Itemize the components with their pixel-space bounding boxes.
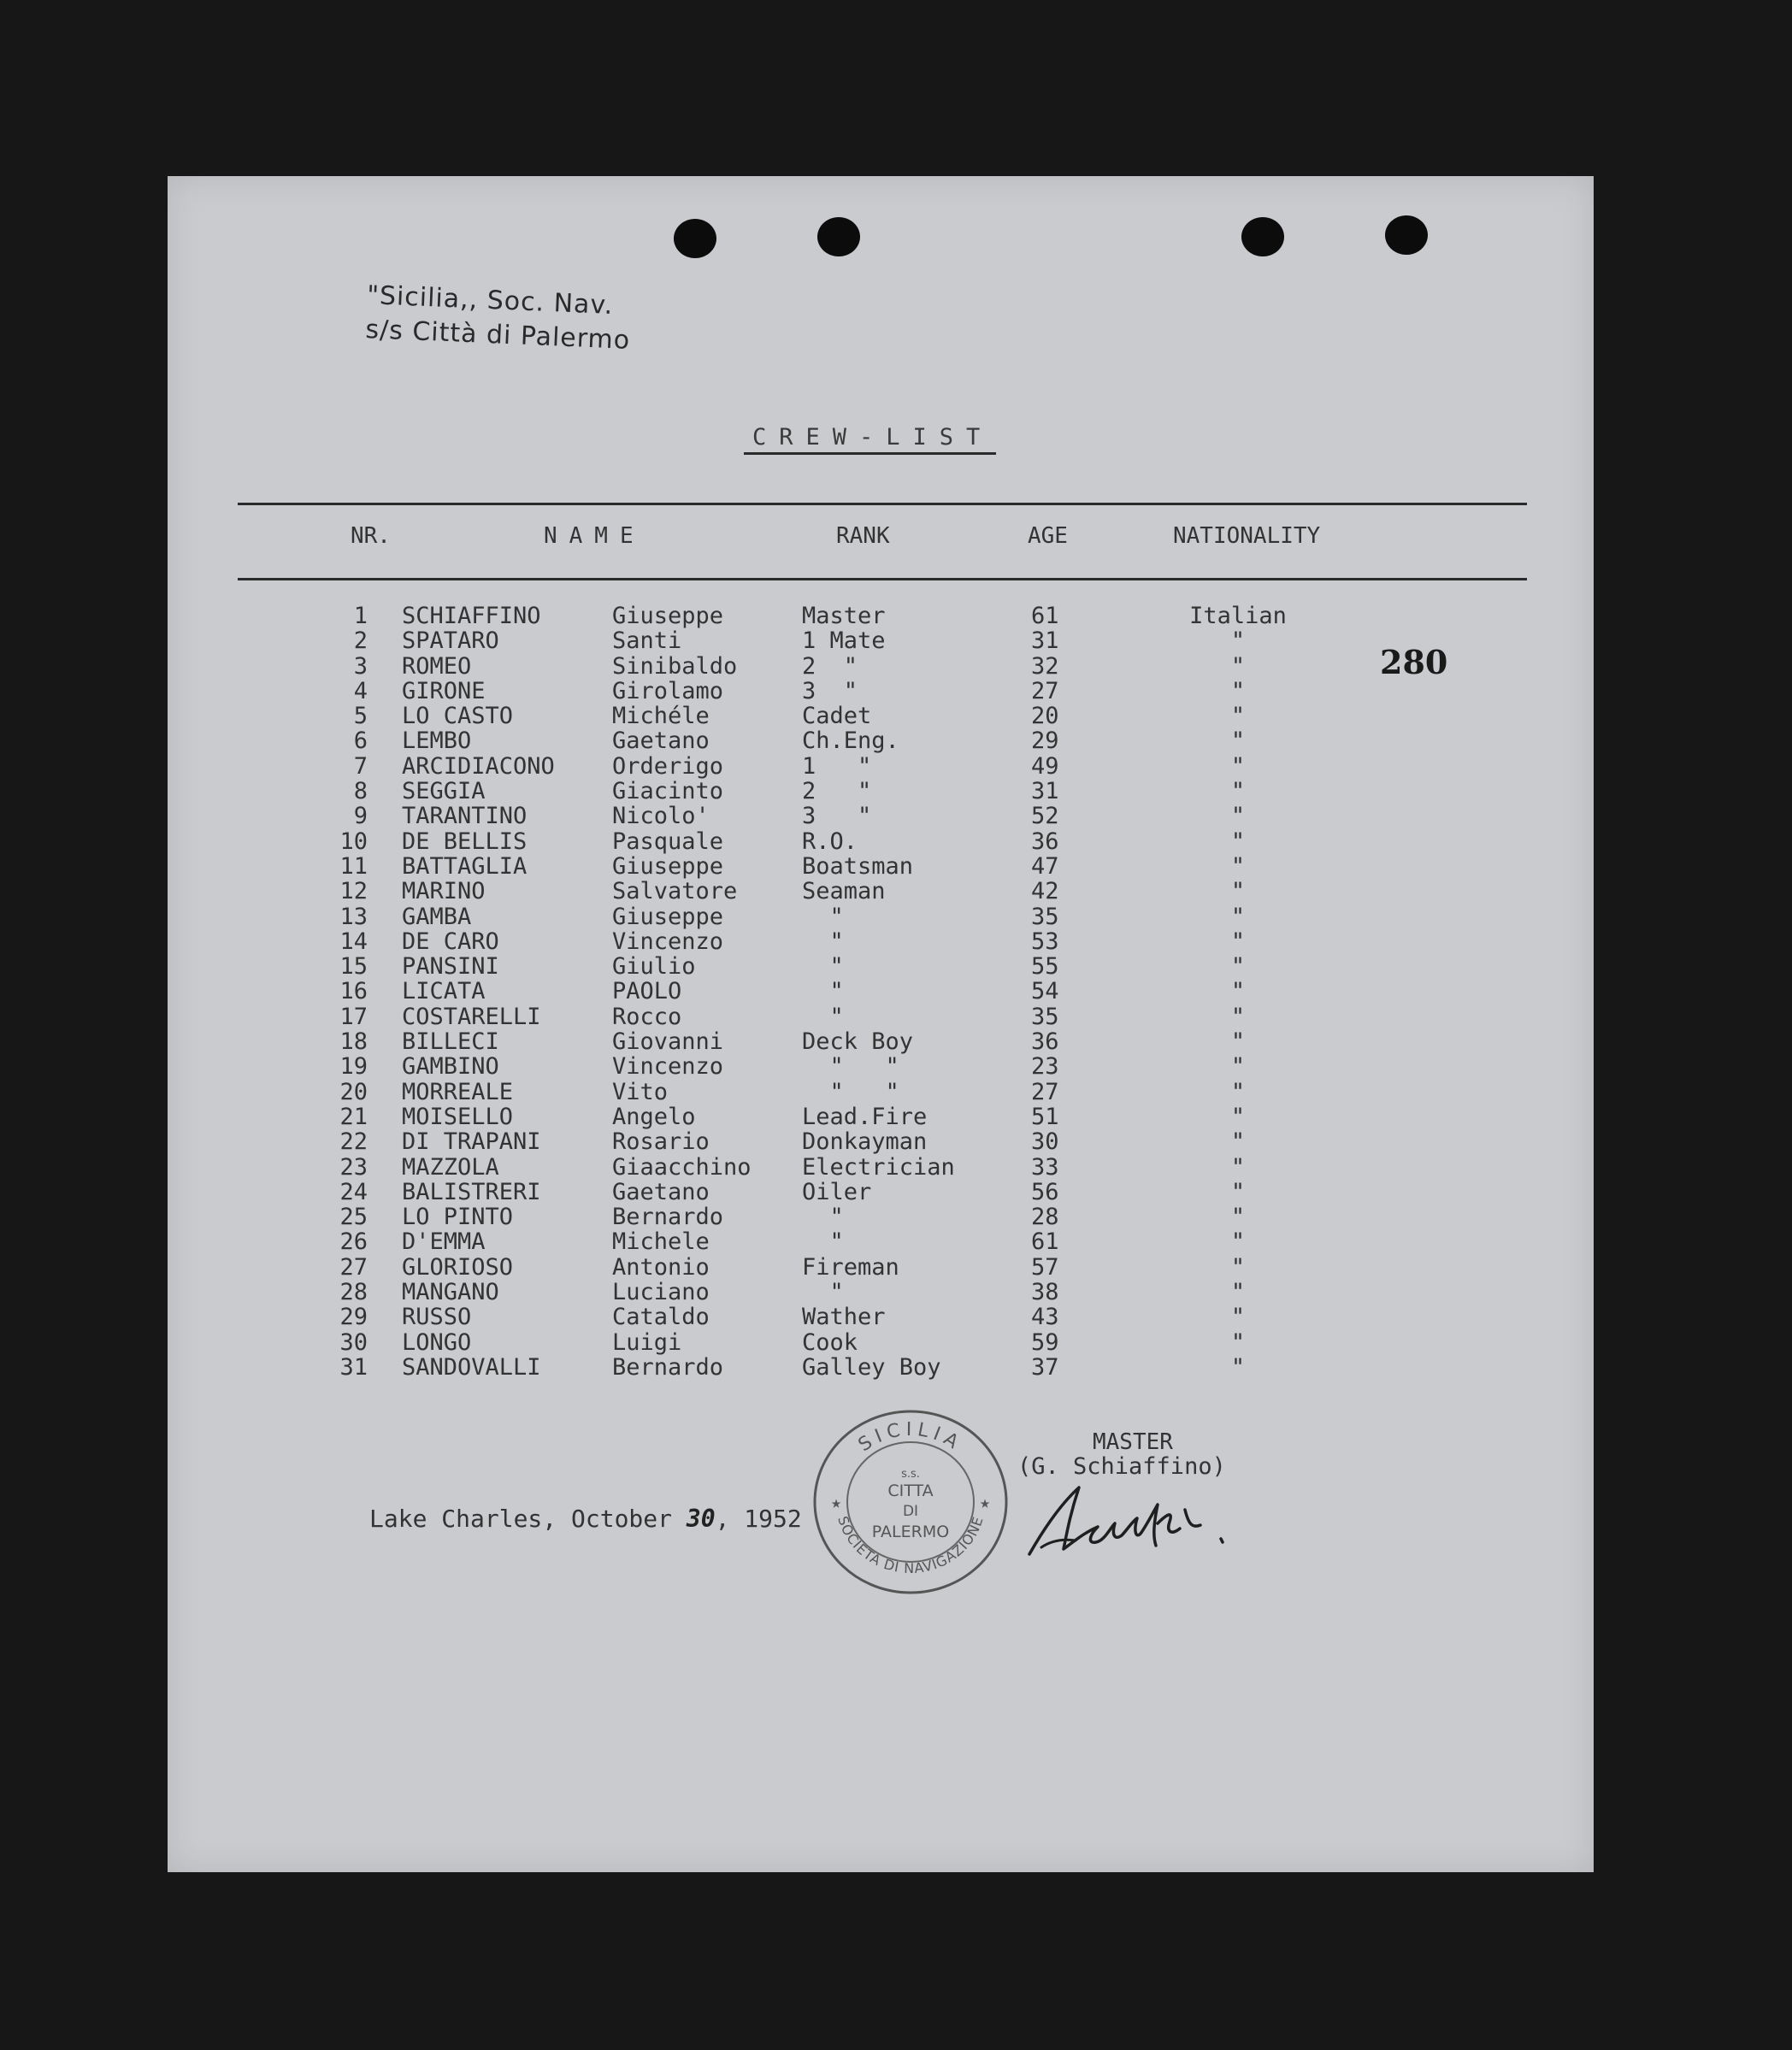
crew-nationality: " <box>1230 1078 1246 1105</box>
crew-given-name: Luigi <box>612 1328 682 1356</box>
crew-given-name: Giovanni <box>612 1028 724 1056</box>
crew-nr: 12 <box>339 878 368 905</box>
crew-surname: TARANTINO <box>402 803 528 830</box>
master-label: MASTER <box>1093 1429 1173 1455</box>
crew-nationality: " <box>1230 703 1246 730</box>
crew-nr: 1 <box>353 603 368 629</box>
crew-nationality: " <box>1230 1328 1246 1356</box>
crew-age: 29 <box>1031 728 1059 755</box>
crew-age: 52 <box>1031 803 1059 830</box>
column-header-name: NAME <box>544 523 645 549</box>
crew-surname: BALISTRERI <box>402 1178 541 1205</box>
crew-nr: 29 <box>339 1304 368 1331</box>
crew-rank: Boatsman <box>802 852 914 880</box>
crew-row <box>333 728 1359 753</box>
crew-row <box>333 1155 1359 1180</box>
crew-nationality: " <box>1230 1178 1246 1205</box>
document-title: CREW-LIST <box>744 424 996 455</box>
crew-row <box>333 1080 1359 1105</box>
crew-age: 33 <box>1031 1153 1059 1181</box>
header-rule-bottom <box>238 578 1527 580</box>
crew-given-name: Santi <box>612 627 682 655</box>
crew-nr: 19 <box>339 1053 368 1081</box>
crew-surname: SANDOVALLI <box>402 1353 541 1381</box>
crew-nr: 9 <box>353 803 368 830</box>
crew-row <box>333 1105 1359 1129</box>
crew-rank: " <box>802 903 844 930</box>
crew-rank: 2 " <box>802 778 872 805</box>
crew-surname: LO CASTO <box>402 703 514 730</box>
crew-nationality: " <box>1230 953 1246 981</box>
crew-surname: RUSSO <box>402 1304 472 1331</box>
column-header-age: AGE <box>1028 523 1068 549</box>
crew-surname: GAMBINO <box>402 1053 499 1081</box>
svg-text:★: ★ <box>830 1492 842 1512</box>
crew-given-name: Vincenzo <box>612 1053 724 1081</box>
crew-given-name: Luciano <box>612 1279 710 1306</box>
crew-row <box>333 604 1359 628</box>
crew-nr: 17 <box>339 1003 368 1030</box>
crew-given-name: Michele <box>612 1228 710 1256</box>
crew-age: 55 <box>1031 953 1059 981</box>
crew-nationality: " <box>1230 1353 1246 1381</box>
crew-given-name: Giuseppe <box>612 603 724 629</box>
crew-rank: " <box>802 928 844 955</box>
place-date-prefix: Lake Charles, October <box>369 1505 687 1533</box>
crew-row <box>333 1330 1359 1355</box>
crew-nr: 27 <box>339 1253 368 1281</box>
crew-nationality: " <box>1230 1304 1246 1331</box>
crew-age: 57 <box>1031 1253 1059 1281</box>
crew-row <box>333 1205 1359 1229</box>
crew-nr: 21 <box>339 1103 368 1130</box>
crew-rank: Ch.Eng. <box>802 728 899 755</box>
crew-row <box>333 1280 1359 1305</box>
crew-given-name: Vito <box>612 1078 669 1105</box>
crew-given-name: Antonio <box>612 1253 710 1281</box>
crew-nationality: " <box>1230 1228 1246 1256</box>
crew-nationality: " <box>1230 778 1246 805</box>
crew-rank: " <box>802 978 844 1005</box>
crew-rank: 1 " <box>802 752 872 780</box>
crew-row <box>333 754 1359 779</box>
punch-hole <box>674 219 716 258</box>
crew-given-name: Rocco <box>612 1003 682 1030</box>
crew-row <box>333 1004 1359 1029</box>
crew-row <box>333 1180 1359 1205</box>
crew-row <box>333 628 1359 653</box>
crew-rank: " " <box>802 1078 899 1105</box>
stamp-di: DI <box>902 1503 919 1520</box>
crew-surname: DE CARO <box>402 928 499 955</box>
crew-age: 20 <box>1031 703 1059 730</box>
crew-nationality: " <box>1230 1153 1246 1181</box>
crew-rank: " <box>802 1279 844 1306</box>
crew-row <box>333 704 1359 728</box>
crew-nr: 15 <box>339 953 368 981</box>
crew-nr: 11 <box>339 852 368 880</box>
crew-row <box>333 779 1359 804</box>
crew-given-name: Gaetano <box>612 1178 710 1205</box>
ship-seal-stamp <box>811 1407 1011 1597</box>
crew-rank: Seaman <box>802 878 886 905</box>
crew-age: 30 <box>1031 1128 1059 1156</box>
place-and-date <box>369 1505 802 1533</box>
crew-nr: 24 <box>339 1178 368 1205</box>
crew-age: 61 <box>1031 603 1059 629</box>
crew-nr: 26 <box>339 1228 368 1256</box>
crew-nr: 22 <box>339 1128 368 1156</box>
crew-nr: 6 <box>353 728 368 755</box>
crew-rank: 1 Mate <box>802 627 886 655</box>
crew-surname: DI TRAPANI <box>402 1128 541 1156</box>
crew-age: 28 <box>1031 1204 1059 1231</box>
crew-surname: SPATARO <box>402 627 499 655</box>
stamp-citta: CITTA <box>887 1482 934 1500</box>
crew-nr: 2 <box>353 627 368 655</box>
crew-nationality: " <box>1230 852 1246 880</box>
crew-surname: MAZZOLA <box>402 1153 499 1181</box>
crew-given-name: Cataldo <box>612 1304 710 1331</box>
crew-age: 54 <box>1031 978 1059 1005</box>
crew-nationality: " <box>1230 1128 1246 1156</box>
handwritten-signature <box>1026 1479 1240 1573</box>
column-header-nationality: NATIONALITY <box>1173 523 1321 549</box>
crew-nr: 4 <box>353 677 368 704</box>
crew-nationality: " <box>1230 752 1246 780</box>
crew-age: 35 <box>1031 1003 1059 1030</box>
place-date-day: 30 <box>686 1505 716 1533</box>
crew-given-name: Giaacchino <box>612 1153 752 1181</box>
crew-row <box>333 654 1359 679</box>
crew-surname: BILLECI <box>402 1028 499 1056</box>
crew-nationality: " <box>1230 1253 1246 1281</box>
letterhead-company: "Sicilia,, Soc. Nav. <box>366 280 615 321</box>
crew-nr: 5 <box>353 703 368 730</box>
crew-nr: 23 <box>339 1153 368 1181</box>
crew-age: 42 <box>1031 878 1059 905</box>
crew-row <box>333 1355 1359 1380</box>
crew-nr: 10 <box>339 828 368 855</box>
crew-age: 27 <box>1031 677 1059 704</box>
crew-given-name: Bernardo <box>612 1204 724 1231</box>
crew-nr: 3 <box>353 652 368 680</box>
crew-rank: Lead.Fire <box>802 1103 928 1130</box>
crew-age: 59 <box>1031 1328 1059 1356</box>
crew-nr: 31 <box>339 1353 368 1381</box>
crew-age: 61 <box>1031 1228 1059 1256</box>
stamp-bottom-text: SOCIETA DI NAVIGAZIONE <box>834 1514 987 1577</box>
crew-rank: 3 " <box>802 677 858 704</box>
crew-rank: Cook <box>802 1328 858 1356</box>
crew-rank: R.O. <box>802 828 858 855</box>
crew-nr: 25 <box>339 1204 368 1231</box>
crew-row <box>333 929 1359 954</box>
header-rule-top <box>238 503 1527 505</box>
crew-rank: Cadet <box>802 703 872 730</box>
crew-rank: " <box>802 1204 844 1231</box>
crew-nationality: " <box>1230 1204 1246 1231</box>
crew-rank: 2 " <box>802 652 858 680</box>
crew-surname: GIRONE <box>402 677 486 704</box>
crew-nr: 14 <box>339 928 368 955</box>
crew-surname: MARINO <box>402 878 486 905</box>
crew-nr: 16 <box>339 978 368 1005</box>
crew-given-name: Sinibaldo <box>612 652 738 680</box>
letterhead-stamp <box>365 279 633 358</box>
reference-number: 280 <box>1380 643 1448 681</box>
crew-given-name: Giacinto <box>612 778 724 805</box>
crew-age: 32 <box>1031 652 1059 680</box>
crew-nationality: " <box>1230 878 1246 905</box>
crew-given-name: Michéle <box>612 703 710 730</box>
crew-rank: " <box>802 953 844 981</box>
crew-surname: PANSINI <box>402 953 499 981</box>
crew-row <box>333 904 1359 929</box>
crew-rank: Oiler <box>802 1178 872 1205</box>
crew-given-name: Giulio <box>612 953 696 981</box>
crew-age: 43 <box>1031 1304 1059 1331</box>
crew-age: 37 <box>1031 1353 1059 1381</box>
crew-age: 53 <box>1031 928 1059 955</box>
stamp-ss: s.s. <box>901 1468 920 1481</box>
crew-age: 31 <box>1031 778 1059 805</box>
punch-hole <box>817 217 860 256</box>
crew-given-name: PAOLO <box>612 978 682 1005</box>
crew-nationality: " <box>1230 1003 1246 1030</box>
crew-surname: MANGANO <box>402 1279 499 1306</box>
crew-rank: " " <box>802 1053 899 1081</box>
master-name: (G. Schiaffino) <box>1017 1453 1226 1480</box>
crew-given-name: Gaetano <box>612 728 710 755</box>
crew-surname: ROMEO <box>402 652 472 680</box>
column-header-rank: RANK <box>836 523 890 549</box>
crew-age: 47 <box>1031 852 1059 880</box>
crew-age: 27 <box>1031 1078 1059 1105</box>
crew-given-name: Angelo <box>612 1103 696 1130</box>
crew-surname: LO PINTO <box>402 1204 514 1231</box>
crew-given-name: Nicolo' <box>612 803 710 830</box>
crew-surname: DE BELLIS <box>402 828 528 855</box>
crew-row <box>333 1255 1359 1280</box>
column-header-nr: NR. <box>351 523 391 549</box>
crew-surname: LEMBO <box>402 728 472 755</box>
crew-given-name: Pasquale <box>612 828 724 855</box>
crew-surname: COSTARELLI <box>402 1003 541 1030</box>
crew-row <box>333 854 1359 879</box>
crew-nationality: " <box>1230 978 1246 1005</box>
crew-surname: GAMBA <box>402 903 472 930</box>
crew-nationality: " <box>1230 803 1246 830</box>
crew-rank: Fireman <box>802 1253 899 1281</box>
crew-nr: 28 <box>339 1279 368 1306</box>
crew-age: 35 <box>1031 903 1059 930</box>
crew-nationality: " <box>1230 1103 1246 1130</box>
crew-nr: 20 <box>339 1078 368 1105</box>
crew-row <box>333 1229 1359 1254</box>
crew-rank: Electrician <box>802 1153 955 1181</box>
crew-nationality: " <box>1230 1053 1246 1081</box>
crew-nr: 13 <box>339 903 368 930</box>
crew-nationality: " <box>1230 1028 1246 1056</box>
crew-rank: Deck Boy <box>802 1028 914 1056</box>
crew-age: 51 <box>1031 1103 1059 1130</box>
crew-given-name: Girolamo <box>612 677 724 704</box>
crew-nationality: Italian <box>1189 603 1287 629</box>
crew-surname: BATTAGLIA <box>402 852 528 880</box>
crew-nationality: " <box>1230 652 1246 680</box>
crew-nr: 30 <box>339 1328 368 1356</box>
crew-rank: " <box>802 1003 844 1030</box>
crew-table <box>333 604 1359 1380</box>
crew-rank: 3 " <box>802 803 872 830</box>
crew-nr: 18 <box>339 1028 368 1056</box>
crew-surname: SCHIAFFINO <box>402 603 541 629</box>
crew-row <box>333 1054 1359 1079</box>
crew-nationality: " <box>1230 728 1246 755</box>
crew-nr: 7 <box>353 752 368 780</box>
crew-rank: Galley Boy <box>802 1353 941 1381</box>
svg-text:SICILIA <box>855 1419 966 1456</box>
crew-surname: SEGGIA <box>402 778 486 805</box>
crew-surname: LONGO <box>402 1328 472 1356</box>
crew-nationality: " <box>1230 903 1246 930</box>
crew-surname: MORREALE <box>402 1078 514 1105</box>
crew-given-name: Salvatore <box>612 878 738 905</box>
crew-age: 36 <box>1031 828 1059 855</box>
crew-surname: ARCIDIACONO <box>402 752 555 780</box>
crew-rank: Donkayman <box>802 1128 928 1156</box>
letterhead-ship: s/s Città di Palermo <box>364 314 631 356</box>
stamp-top-text: SICILIA <box>854 1418 967 1457</box>
crew-given-name: Giuseppe <box>612 903 724 930</box>
svg-text:★: ★ <box>979 1492 991 1512</box>
crew-age: 49 <box>1031 752 1059 780</box>
crew-age: 38 <box>1031 1279 1059 1306</box>
punch-hole <box>1241 217 1284 256</box>
crew-surname: D'EMMA <box>402 1228 486 1256</box>
crew-row <box>333 804 1359 828</box>
crew-age: 36 <box>1031 1028 1059 1056</box>
crew-nationality: " <box>1230 627 1246 655</box>
crew-row <box>333 679 1359 704</box>
crew-row <box>333 829 1359 854</box>
crew-nationality: " <box>1230 1279 1246 1306</box>
crew-nationality: " <box>1230 828 1246 855</box>
crew-row <box>333 1129 1359 1154</box>
crew-surname: MOISELLO <box>402 1103 514 1130</box>
crew-nationality: " <box>1230 677 1246 704</box>
crew-given-name: Bernardo <box>612 1353 724 1381</box>
crew-row <box>333 879 1359 904</box>
crew-given-name: Giuseppe <box>612 852 724 880</box>
crew-row <box>333 1029 1359 1054</box>
place-date-year: , 1952 <box>715 1505 802 1533</box>
crew-age: 56 <box>1031 1178 1059 1205</box>
crew-row <box>333 979 1359 1004</box>
crew-age: 23 <box>1031 1053 1059 1081</box>
crew-given-name: Orderigo <box>612 752 724 780</box>
crew-age: 31 <box>1031 627 1059 655</box>
stamp-palermo: PALERMO <box>871 1523 950 1541</box>
crew-given-name: Rosario <box>612 1128 710 1156</box>
crew-surname: GLORIOSO <box>402 1253 514 1281</box>
crew-rank: " <box>802 1228 844 1256</box>
crew-nr: 8 <box>353 778 368 805</box>
crew-row <box>333 954 1359 979</box>
crew-given-name: Vincenzo <box>612 928 724 955</box>
crew-rank: Master <box>802 603 886 629</box>
crew-rank: Wather <box>802 1304 886 1331</box>
crew-surname: LICATA <box>402 978 486 1005</box>
punch-hole <box>1385 215 1428 255</box>
crew-nationality: " <box>1230 928 1246 955</box>
crew-row <box>333 1305 1359 1329</box>
